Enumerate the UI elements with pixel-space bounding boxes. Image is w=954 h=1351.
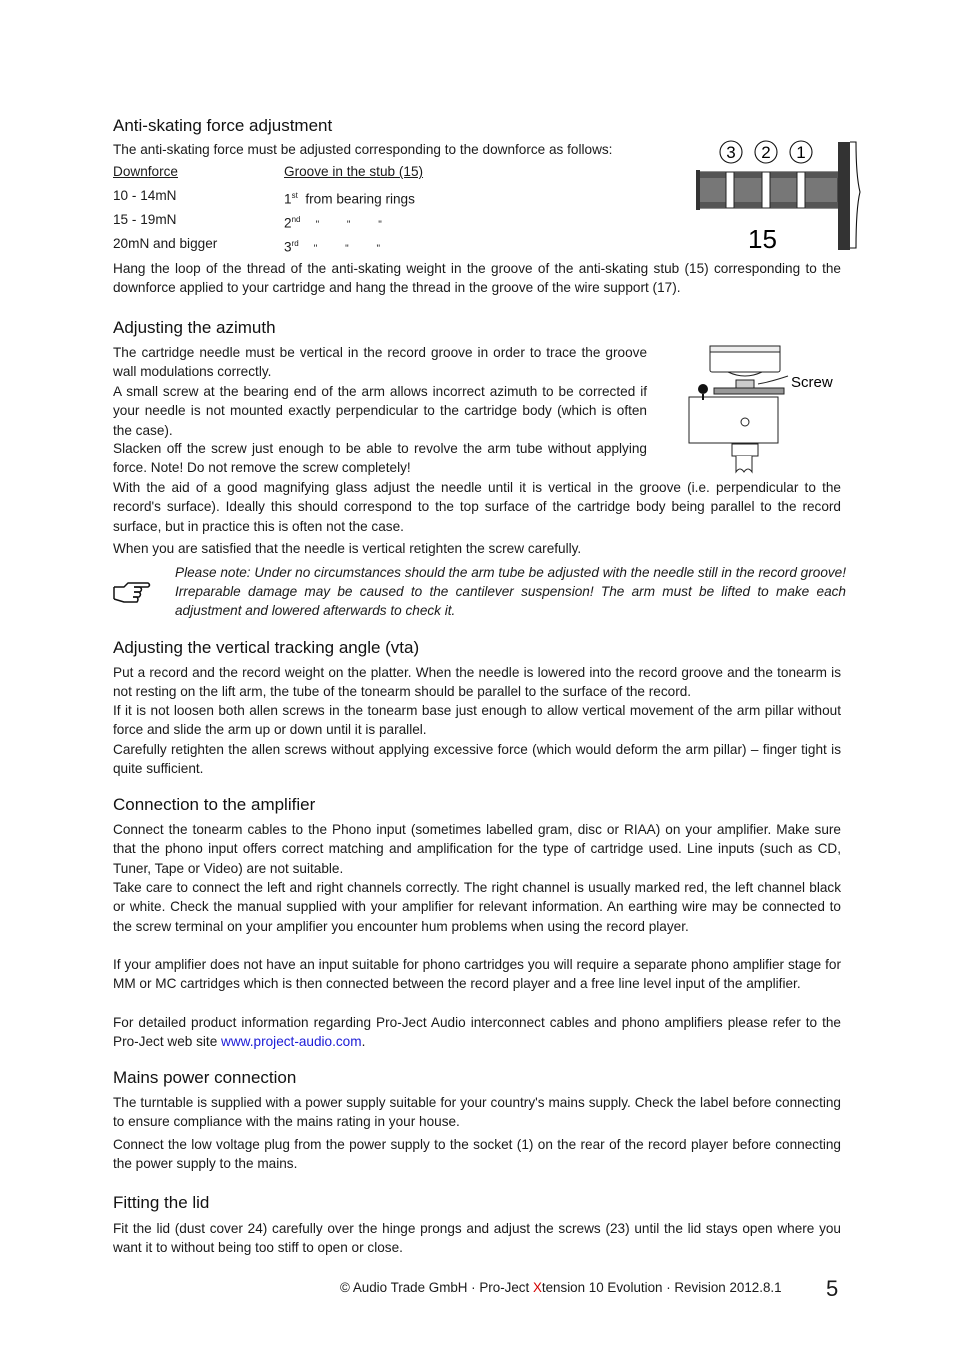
- azimuth-warning-note: Please note: Under no circumstances should the arm tube be adjusted with the needle still in the record groove! Irreparable damage may be caused to the cantilever suspension! The arm must be lifted to make each adjustment and lowered afterwards to check it.: [175, 565, 847, 618]
- table-cell-downforce: 10 - 14mN: [113, 188, 177, 203]
- groove-label-3: 3: [726, 143, 736, 162]
- page-footer: © Audio Trade GmbH · Pro-Ject Xtension 10 Evolution · Revision 2012.8.1: [340, 1280, 782, 1295]
- azimuth-paragraph-5: When you are satisfied that the needle is vertical retighten the screw carefully.: [113, 541, 582, 556]
- anti-skating-paragraph: Hang the loop of the thread of the anti-skating weight in the groove of the anti-skating stub (15) corresponding to the downforce applied to your cartridge and hang the thread in the groove of the wire support (17).: [113, 261, 841, 296]
- mains-paragraph-2: Connect the low voltage plug from the power supply to the socket (1) on the rear of the record player before connecting the power supply to the mains.: [113, 1137, 841, 1172]
- section-title-anti-skating: Anti-skating force adjustment: [113, 116, 333, 135]
- azimuth-paragraph-4: With the aid of a good magnifying glass adjust the needle until it is vertical in the groove (i.e. perpendicular to the record's surface). Ideally this should correspond to the top surface of the cartridge body being parallel to the record surface, but in practice this is often not the case.: [113, 480, 841, 534]
- section-title-amplifier: Connection to the amplifier: [113, 795, 316, 814]
- table-header-groove: Groove in the stub (15): [284, 164, 424, 179]
- amplifier-paragraph-1: Connect the tonearm cables to the Phono input (sometimes labelled gram, disc or RIAA) on your amplifier. Make sure that the phono input offers correct matching and amplification for the type of cartridge used. Line inputs (such as CD, Tuner, Tape or Video) are not suitable.: [113, 822, 841, 876]
- section-title-lid: Fitting the lid: [113, 1193, 210, 1212]
- vta-paragraph-3: Carefully retighten the allen screws without applying excessive force (which would deform the arm pillar) – finger tight is quite sufficient.: [113, 742, 841, 777]
- page-number: 5: [826, 1276, 839, 1301]
- azimuth-paragraph-3: Slacken off the screw just enough to be able to revolve the arm tube without applying force. Note! Do not remove the screw completely!: [113, 441, 647, 476]
- mains-paragraph-1: The turntable is supplied with a power supply suitable for your country's mains supply. Check the label before connecting to ensure compliance with the mains rating in your house.: [113, 1095, 841, 1130]
- azimuth-paragraph-2: A small screw at the bearing end of the arm allows incorrect azimuth to be corrected if your needle is not mounted exactly perpendicular to the cartridge body (which is often the case).: [113, 384, 647, 438]
- stub-label-15: 15: [748, 224, 777, 254]
- table-cell-downforce: 15 - 19mN: [113, 212, 177, 227]
- amplifier-paragraph-3: If your amplifier does not have an input suitable for phono cartridges you will require a separate phono amplifier stage for MM or MC cartridges which is then connected between the record player and a free line level input of the amplifier.: [113, 957, 841, 992]
- vta-paragraph-1: Put a record and the record weight on the platter. When the needle is lowered into the record groove and the tonearm is not resting on the lift arm, the tube of the tonearm should be parallel to the surface of the record.: [113, 665, 841, 700]
- table-cell-groove: 1st from bearing rings: [284, 191, 415, 207]
- pointing-hand-icon: [112, 577, 152, 605]
- table-cell-groove: 3rd " " ": [284, 239, 381, 255]
- amplifier-paragraph-4: For detailed product information regarding Pro-Ject Audio interconnect cables and phono amplifiers please refer to the Pro-Ject web site www.project-audio.com.: [113, 1015, 841, 1050]
- azimuth-screw-diagram: [688, 344, 848, 476]
- anti-skating-stub-diagram: [690, 136, 870, 256]
- screw-label: Screw: [791, 374, 833, 391]
- section-title-azimuth: Adjusting the azimuth: [113, 318, 276, 337]
- table-header-downforce: Downforce: [113, 164, 178, 179]
- project-audio-link[interactable]: www.project-audio.com: [221, 1034, 362, 1050]
- section-title-vta: Adjusting the vertical tracking angle (vta): [113, 638, 420, 657]
- table-cell-downforce: 20mN and bigger: [113, 236, 218, 251]
- brand-x: X: [532, 1280, 542, 1295]
- vta-paragraph-2: If it is not loosen both allen screws in the tonearm base just enough to allow vertical movement of the arm pillar without force and slide the arm up or down until it is parallel.: [113, 703, 841, 738]
- groove-label-1: 1: [796, 143, 806, 162]
- table-cell-groove: 2nd " " ": [284, 215, 382, 231]
- section-title-mains: Mains power connection: [113, 1068, 297, 1087]
- lid-paragraph-1: Fit the lid (dust cover 24) carefully over the hinge prongs and adjust the screws (23) until the lid stays open where you want it to without being too stiff to open or close.: [113, 1221, 841, 1256]
- azimuth-paragraph-1: The cartridge needle must be vertical in the record groove in order to trace the groove wall modulations correctly.: [113, 345, 647, 380]
- groove-label-2: 2: [761, 143, 771, 162]
- anti-skating-intro: The anti-skating force must be adjusted corresponding to the downforce as follows:: [113, 142, 613, 157]
- amplifier-paragraph-2: Take care to connect the left and right channels correctly. The right channel is usually marked red, the left channel black or white. Check the manual supplied with your amplifier for relevant information. An earthing wire may be connected to the screw terminal on your amplifier you encounter hum problems when using the record player.: [113, 880, 841, 934]
